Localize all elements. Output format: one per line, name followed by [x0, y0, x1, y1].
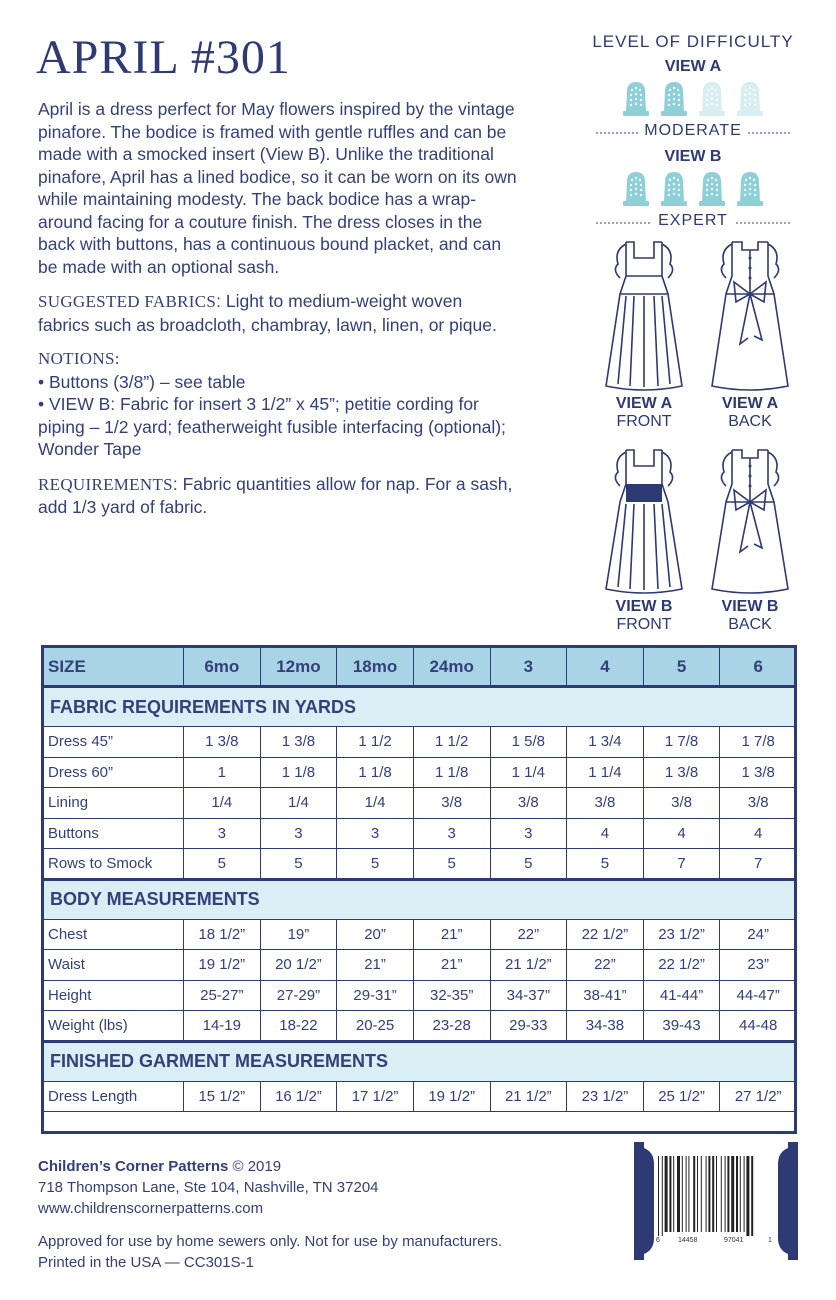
table-cell: 41-44” — [643, 980, 720, 1011]
dress-view-a-front — [592, 236, 696, 431]
table-cell: Rows to Smock — [42, 849, 184, 880]
table-cell: 7 — [720, 849, 797, 880]
dress-side: BACK — [728, 413, 772, 430]
table-cell: 1 — [184, 757, 261, 788]
view-a-rating — [586, 80, 800, 120]
table-cell: 1 3/8 — [184, 727, 261, 758]
table-cell: 3 — [184, 818, 261, 849]
table-row — [42, 849, 797, 880]
table-cell: 22 1/2” — [567, 919, 644, 950]
table-cell: 44-48 — [720, 1011, 797, 1042]
table-cell: 5 — [337, 849, 414, 880]
table-cell: 3/8 — [490, 788, 567, 819]
table-cell: 20” — [337, 919, 414, 950]
requirements — [38, 473, 518, 519]
table-cell: 21” — [413, 950, 490, 981]
barcode-right: 1 — [768, 1237, 772, 1244]
table-cell: 3/8 — [413, 788, 490, 819]
table-cell: 1/4 — [260, 788, 337, 819]
dress-caption — [592, 395, 696, 431]
notion-item: • VIEW B: Fabric for insert 3 1/2” x 45”; petitie cording for piping – 1/2 yard; featherweight fusible interfacing (optional); Wonder Tape — [38, 394, 506, 459]
table-cell: 27 1/2” — [720, 1081, 797, 1112]
thimble-icon — [696, 80, 728, 120]
table-cell: 1 3/8 — [643, 757, 720, 788]
view-a-label: VIEW A — [664, 58, 722, 75]
table-cell: 5 — [490, 849, 567, 880]
dress-front-smocked-icon — [596, 444, 692, 594]
table-cell: 19 1/2” — [413, 1081, 490, 1112]
company-line — [38, 1156, 502, 1177]
table-cell: 7 — [643, 849, 720, 880]
approval-note: Approved for use by home sewers only. Not for use by manufacturers. — [38, 1233, 503, 1250]
table-cell: Dress 60” — [42, 757, 184, 788]
dress-side: FRONT — [616, 616, 672, 633]
table-cell: 21” — [413, 919, 490, 950]
dress-side: FRONT — [616, 413, 672, 430]
table-cell: 1/4 — [337, 788, 414, 819]
barcode-icon — [634, 1142, 798, 1260]
thimble-icon — [734, 80, 766, 120]
table-header-row — [42, 647, 797, 687]
difficulty-panel — [586, 32, 800, 232]
table-cell: 18-22 — [260, 1011, 337, 1042]
notion-item: • Buttons (3/8”) – see table — [38, 371, 246, 392]
dress-caption — [592, 598, 696, 634]
table-row — [42, 1011, 797, 1042]
table-section-row — [42, 1041, 797, 1081]
table-cell: 21” — [337, 950, 414, 981]
table-cell: 1 7/8 — [643, 727, 720, 758]
table-cell: 3 — [260, 818, 337, 849]
thimble-icon — [620, 170, 652, 210]
table-cell: 34-38 — [567, 1011, 644, 1042]
table-cell: 38-41” — [567, 980, 644, 1011]
dress-back-icon — [702, 236, 798, 391]
table-cell: 19 1/2” — [184, 950, 261, 981]
table-row — [42, 727, 797, 758]
table-cell: 15 1/2” — [184, 1081, 261, 1112]
company-name: Children’s Corner Patterns — [38, 1158, 229, 1175]
dress-caption — [698, 598, 802, 634]
table-row — [42, 919, 797, 950]
view-b-rating — [586, 170, 800, 210]
website-link[interactable]: www.childrenscornerpatterns.com — [38, 1200, 264, 1217]
table-cell: 32-35” — [413, 980, 490, 1011]
barcode-group1: 14458 — [678, 1237, 698, 1244]
table-cell: 1 1/4 — [567, 757, 644, 788]
table-cell: 3 — [490, 818, 567, 849]
address: 718 Thompson Lane, Ste 104, Nashville, TN 37204 — [38, 1179, 379, 1196]
barcode — [634, 1142, 798, 1260]
pattern-info — [38, 98, 518, 531]
requirements-label: REQUIREMENTS — [38, 474, 173, 494]
table-cell: 23 1/2” — [643, 919, 720, 950]
view-a-level-text: MODERATE — [638, 122, 747, 139]
dress-side: BACK — [728, 616, 772, 633]
table-cell: 1 1/8 — [337, 757, 414, 788]
table-cell: 23-28 — [413, 1011, 490, 1042]
table-cell: Dress 45” — [42, 727, 184, 758]
thimble-icon — [620, 80, 652, 120]
table-cell: 3/8 — [643, 788, 720, 819]
table-cell: Height — [42, 980, 184, 1011]
table-cell: 1 1/4 — [490, 757, 567, 788]
dress-view-a-back — [698, 236, 802, 431]
thimble-icon — [734, 170, 766, 210]
pattern-title: APRIL #301 — [36, 31, 291, 84]
table-cell: 17 1/2” — [337, 1081, 414, 1112]
difficulty-title: LEVEL OF DIFFICULTY — [592, 32, 794, 51]
thimble-icon — [696, 170, 728, 210]
footer — [38, 1156, 502, 1273]
table-header-cell: 12mo — [260, 647, 337, 687]
table-cell: 21 1/2” — [490, 950, 567, 981]
table-cell: 22” — [490, 919, 567, 950]
table-cell: 22” — [567, 950, 644, 981]
description: April is a dress perfect for May flowers inspired by the vintage pinafore. The bodice is framed with gentle ruffles and can be made with a smocked insert (View B). Unlike the traditional pinafore, April has a lined bodice, so it can be worn on its own while maintaining modesty. The back bodice has a wrap-around facing for a couture finish. The dress closes in the back with buttons, has a continuous bound placket, and can be made with an optional sash. — [38, 99, 517, 277]
table-row — [42, 788, 797, 819]
table-cell: 29-33 — [490, 1011, 567, 1042]
table-cell: 1 3/4 — [567, 727, 644, 758]
fabrics-label: SUGGESTED FABRICS — [38, 292, 217, 311]
barcode-group2: 97041 — [724, 1237, 744, 1244]
barcode-left: 6 — [656, 1237, 660, 1244]
view-b-level — [586, 212, 800, 232]
table-cell: 22 1/2” — [643, 950, 720, 981]
table-row — [42, 818, 797, 849]
table-cell: 23” — [720, 950, 797, 981]
dress-view-b-front — [592, 444, 696, 634]
table-cell: 1 1/8 — [413, 757, 490, 788]
table-section-title: BODY MEASUREMENTS — [42, 879, 797, 919]
thimble-icon — [658, 80, 690, 120]
table-section-title: FINISHED GARMENT MEASUREMENTS — [42, 1041, 797, 1081]
table-header-cell: 3 — [490, 647, 567, 687]
table-cell: 1 5/8 — [490, 727, 567, 758]
view-a-level — [586, 122, 800, 142]
table-cell: 27-29” — [260, 980, 337, 1011]
table-cell: 24” — [720, 919, 797, 950]
notions-label: NOTIONS: — [38, 349, 120, 368]
table-cell: 34-37” — [490, 980, 567, 1011]
table-cell: 23 1/2” — [567, 1081, 644, 1112]
dress-view: VIEW A — [615, 395, 673, 412]
table-cell: 20-25 — [337, 1011, 414, 1042]
table-cell: 18 1/2” — [184, 919, 261, 950]
table-cell: Dress Length — [42, 1081, 184, 1112]
table-section-row — [42, 687, 797, 727]
table-cell: 5 — [567, 849, 644, 880]
dress-view: VIEW A — [721, 395, 779, 412]
table-header-cell: SIZE — [42, 647, 184, 687]
table-cell: 3/8 — [720, 788, 797, 819]
dress-caption — [698, 395, 802, 431]
table-cell: 4 — [567, 818, 644, 849]
table-cell: 4 — [720, 818, 797, 849]
table-header-cell: 5 — [643, 647, 720, 687]
table-row — [42, 757, 797, 788]
thimble-icon — [658, 170, 690, 210]
view-b-label: VIEW B — [664, 148, 722, 165]
copyright: © 2019 — [228, 1158, 282, 1175]
fabrics-text: : Light to medium-weight woven fabrics such as broadcloth, chambray, lawn, linen, or pique. — [38, 291, 497, 335]
requirements-text: : Fabric quantities allow for nap. For a sash, add 1/3 yard of fabric. — [38, 473, 513, 517]
table-cell: 14-19 — [184, 1011, 261, 1042]
dress-back-icon — [702, 444, 798, 594]
table-cell: 21 1/2” — [490, 1081, 567, 1112]
table-cell: 25 1/2” — [643, 1081, 720, 1112]
table-cell: 4 — [643, 818, 720, 849]
requirements-table — [41, 645, 797, 1112]
table-cell: Waist — [42, 950, 184, 981]
table-cell: Buttons — [42, 818, 184, 849]
view-b-level-text: EXPERT — [652, 212, 734, 229]
suggested-fabrics — [38, 290, 518, 336]
table-cell: 1 3/8 — [720, 757, 797, 788]
table-header-cell: 6mo — [184, 647, 261, 687]
dress-view: VIEW B — [615, 598, 673, 615]
table-cell: 3 — [337, 818, 414, 849]
table-header-cell: 4 — [567, 647, 644, 687]
table-row — [42, 980, 797, 1011]
table-section-title: FABRIC REQUIREMENTS IN YARDS — [42, 687, 797, 727]
printed-note: Printed in the USA — CC301S-1 — [38, 1254, 254, 1271]
table-cell: 3/8 — [567, 788, 644, 819]
table-cell: 5 — [413, 849, 490, 880]
table-cell: 20 1/2” — [260, 950, 337, 981]
table-cell: 44-47” — [720, 980, 797, 1011]
table-cell: 25-27” — [184, 980, 261, 1011]
table-cell: 1 7/8 — [720, 727, 797, 758]
dress-view: VIEW B — [721, 598, 779, 615]
table-cell: 29-31” — [337, 980, 414, 1011]
table-cell: 3 — [413, 818, 490, 849]
table-row — [42, 950, 797, 981]
table-cell: Chest — [42, 919, 184, 950]
table-cell: 1 1/2 — [337, 727, 414, 758]
dress-front-icon — [596, 236, 692, 391]
notions — [38, 348, 518, 461]
dress-view-b-back — [698, 444, 802, 634]
table-cell: 5 — [184, 849, 261, 880]
table-cell: 5 — [260, 849, 337, 880]
table-section-row — [42, 879, 797, 919]
table-header-cell: 18mo — [337, 647, 414, 687]
table-cell: 19” — [260, 919, 337, 950]
table-cell: Lining — [42, 788, 184, 819]
table-cell: 16 1/2” — [260, 1081, 337, 1112]
table-cell: 1 1/8 — [260, 757, 337, 788]
table-row — [42, 1081, 797, 1112]
table-cell: 1 1/2 — [413, 727, 490, 758]
table-cell: 1 3/8 — [260, 727, 337, 758]
table-cell: 1/4 — [184, 788, 261, 819]
table-cell: Weight (lbs) — [42, 1011, 184, 1042]
table-header-cell: 6 — [720, 647, 797, 687]
table-cell: 39-43 — [643, 1011, 720, 1042]
table-header-cell: 24mo — [413, 647, 490, 687]
